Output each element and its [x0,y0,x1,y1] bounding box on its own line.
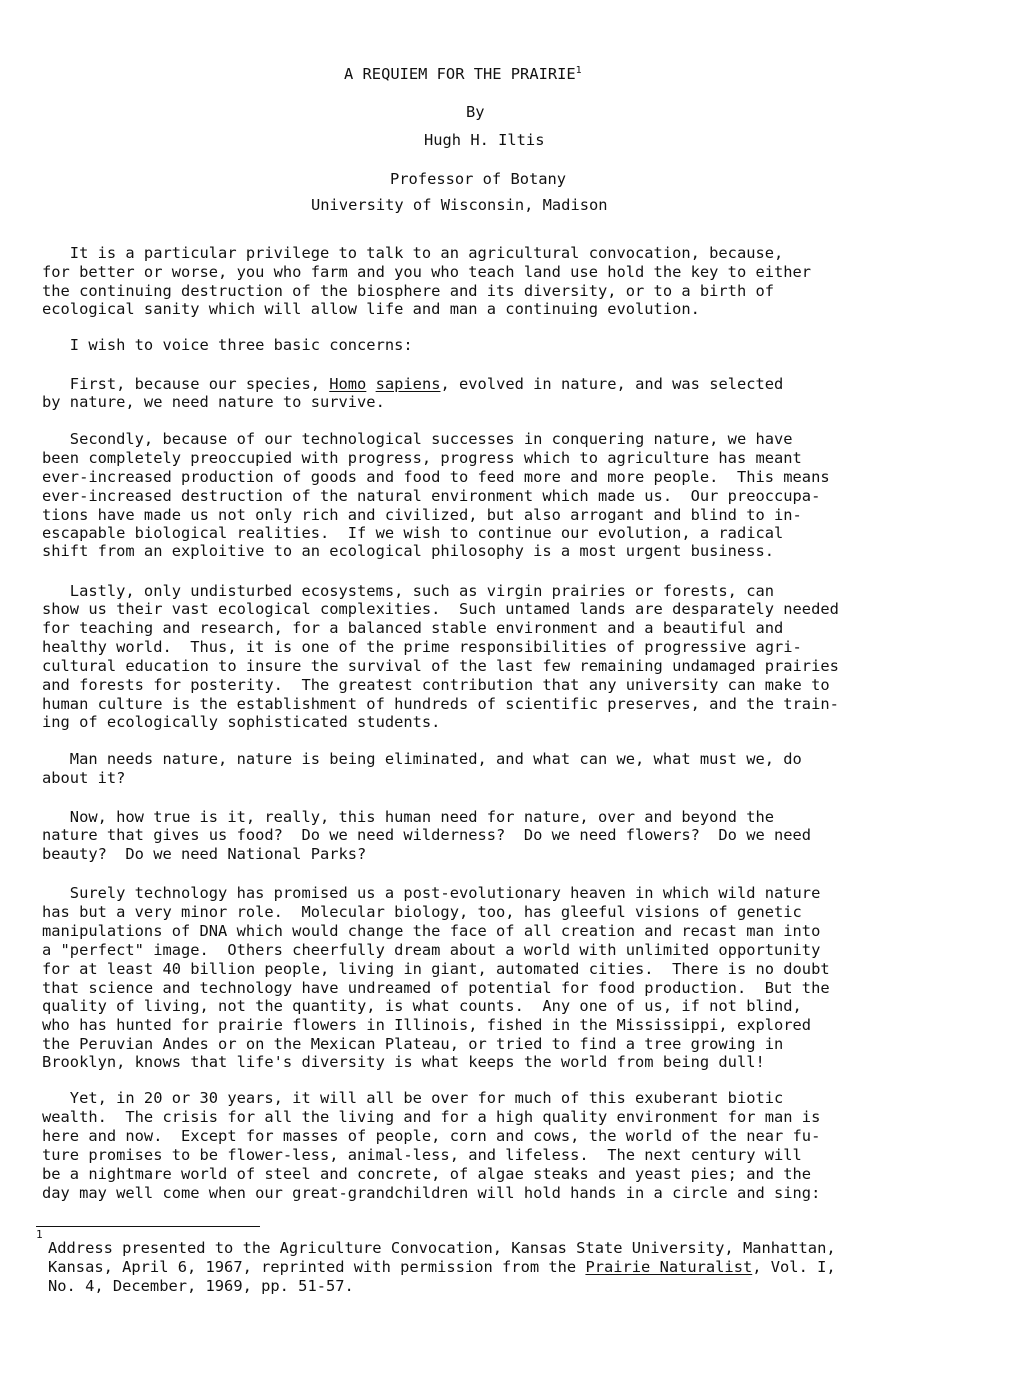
paragraph-lastly-line-4: healthy world. Thus, it is one of the prime responsibilities of progressive agri- [42,638,802,656]
paragraph-yet-line-3: here and now. Except for masses of people, corn and cows, the world of the near fu- [42,1127,821,1145]
paragraph-surely-line-5: for at least 40 billion people, living in giant, automated cities. There is no doubt [42,960,830,978]
paragraph-surely-line-9: the Peruvian Andes or on the Mexican Plateau, or tried to find a tree growing in [42,1035,784,1053]
paragraph-lastly-line-6: and forests for posterity. The greatest contribution that any university can make to [42,676,830,694]
paragraph-surely-line-3: manipulations of DNA which would change the face of all creation and recast man into [42,922,821,940]
paragraph-yet-line-6: day may well come when our great-grandchildren will hold hands in a circle and sing: [42,1184,821,1202]
paragraph-yet-line-2: wealth. The crisis for all the living and for a high quality environment for man is [42,1108,821,1126]
paragraph-now-line-2: nature that gives us food? Do we need wilderness? Do we need flowers? Do we need [42,826,812,844]
paragraph-secondly-line-4: ever-increased destruction of the natural environment which made us. Our preoccupa- [42,487,821,505]
paragraph-intro-line-4: ecological sanity which will allow life and man a continuing evolution. [42,300,700,318]
paragraph-lastly-line-1: Lastly, only undisturbed ecosystems, such as virgin prairies or forests, can [42,582,775,600]
paragraph-intro-line-2: for better or worse, you who farm and you who teach land use hold the key to either [42,263,812,281]
paragraph-lastly-line-3: for teaching and research, for a balanced stable environment and a beautiful and [42,619,784,637]
footnote-line-2: Kansas, April 6, 1967, reprinted with permission from the Prairie Naturalist, Vol. I, [48,1258,836,1276]
paragraph-secondly-line-7: shift from an exploitive to an ecological philosophy is a most urgent business. [42,542,775,560]
paragraph-man-needs-line-2: about it? [42,769,126,787]
paragraph-intro-line-1: It is a particular privilege to talk to an agricultural convocation, because, [42,244,784,262]
author-name: Hugh H. Iltis [424,131,545,149]
paragraph-yet-line-1: Yet, in 20 or 30 years, it will all be over for much of this exuberant biotic [42,1089,784,1107]
paragraph-now-line-3: beauty? Do we need National Parks? [42,845,367,863]
paragraph-surely-line-6: that science and technology have undreamed of potential for food production. But the [42,979,830,997]
byline-label: By [466,103,485,121]
author-institution: University of Wisconsin, Madison [311,196,608,214]
paragraph-concerns-line: I wish to voice three basic concerns: [42,336,413,354]
paragraph-first-line-2: by nature, we need nature to survive. [42,393,385,411]
paragraph-lastly-line-5: cultural education to insure the survival of the last few remaining undamaged prairies [42,657,839,675]
paragraph-secondly-line-2: been completely preoccupied with progress, progress which to agriculture has meant [42,449,802,467]
paragraph-lastly-line-2: show us their vast ecological complexities. Such untamed lands are desparately needed [42,600,839,618]
paragraph-yet-line-5: be a nightmare world of steel and concrete, of algae steaks and yeast pies; and the [42,1165,812,1183]
title-footnote-mark: 1 [575,65,582,76]
footnote-mark: 1 [36,1228,43,1241]
journal-title: Prairie Naturalist [585,1258,753,1276]
paragraph-surely-line-7: quality of living, not the quantity, is what counts. Any one of us, if not blind, [42,997,802,1015]
paragraph-yet-line-4: ture promises to be flower-less, animal-less, and lifeless. The next century will [42,1146,802,1164]
species-name: sapiens [375,375,441,393]
paragraph-secondly-line-6: escapable biological realities. If we wish to continue our evolution, a radical [42,524,784,542]
page-title: A REQUIEM FOR THE PRAIRIE$^1$ [344,65,582,83]
author-position: Professor of Botany [390,170,567,188]
paragraph-surely-line-10: Brooklyn, knows that life's diversity is what keeps the world from being dull! [42,1053,765,1071]
genus-name: Homo [329,375,367,393]
paragraph-surely-line-1: Surely technology has promised us a post-evolutionary heaven in which wild nature [42,884,821,902]
paragraph-first-line-1: First, because our species, Homo sapiens, evolved in nature, and was selected [42,375,784,393]
footnote-line-3: No. 4, December, 1969, pp. 51-57. [48,1277,354,1295]
paragraph-secondly-line-5: tions have made us not only rich and civilized, but also arrogant and blind to in- [42,506,802,524]
paragraph-now-line-1: Now, how true is it, really, this human need for nature, over and beyond the [42,808,775,826]
paragraph-man-needs-line-1: Man needs nature, nature is being eliminated, and what can we, what must we, do [42,750,802,768]
paragraph-lastly-line-8: ing of ecologically sophisticated students. [42,713,441,731]
paragraph-lastly-line-7: human culture is the establishment of hundreds of scientific preserves, and the train- [42,695,839,713]
paragraph-secondly-line-1: Secondly, because of our technological successes in conquering nature, we have [42,430,793,448]
paragraph-intro-line-3: the continuing destruction of the biosphere and its diversity, or to a birth of [42,282,775,300]
paragraph-surely-line-4: a "perfect" image. Others cheerfully dream about a world with unlimited opportunity [42,941,821,959]
footnote-separator [36,1226,260,1227]
footnote-line-1: Address presented to the Agriculture Convocation, Kansas State University, Manhattan, [48,1239,836,1257]
paragraph-secondly-line-3: ever-increased production of goods and food to feed more and more people. This means [42,468,830,486]
paragraph-surely-line-2: has but a very minor role. Molecular biology, too, has gleeful visions of genetic [42,903,802,921]
paragraph-surely-line-8: who has hunted for prairie flowers in Illinois, fished in the Mississippi, explored [42,1016,812,1034]
